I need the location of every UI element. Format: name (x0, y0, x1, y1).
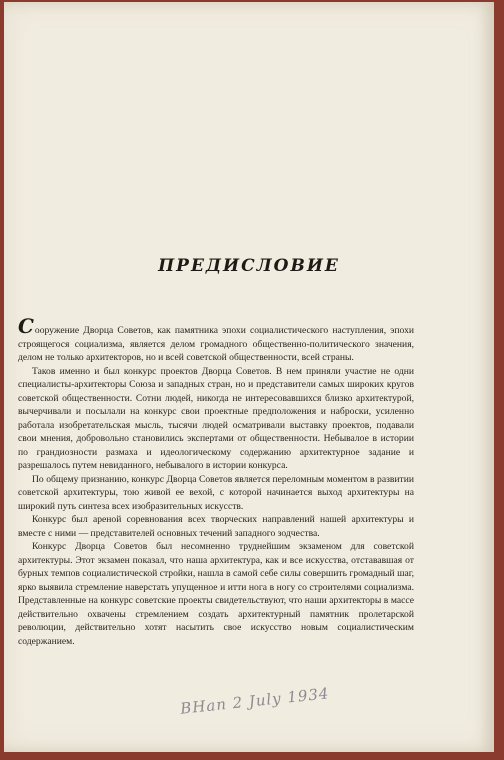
drop-cap: С (18, 314, 34, 338)
paragraph-5: Конкурс Дворца Советов был несомненно труднейшим экзаменом для советской архитектуры. Этот экзамен показал, что наша архитектура, как и все искусства, отстававшая от бурных темпов социалистической стройки, нашла в самой себе силы совершить громадный шаг, ярко выявила стремление наверстать упущенное и итти нога в ногу со строителями социализма. Представленные на конкурс советские проекты свидетельствуют, что наши архитекторы в массе действительно охвачены стремлением создать архитектурный памятник пролетарской революции, действительно хотят насытить свое искусство новым социалистическим содержанием. (18, 541, 414, 647)
preface-text (18, 314, 414, 648)
page-title: ПРЕДИСЛОВИЕ (158, 256, 340, 276)
handwritten-annotation: BHan 2 July 1934 (179, 684, 331, 718)
paragraph-1 (18, 314, 414, 365)
paragraph-1-text: ооружение Дворца Советов, как памятника эпохи социалистического наступления, эпохи строящегося социализма, является делом громадного общественно-политического значения, делом не только архитекторов, но и всей советской общественности, всей страны. (18, 325, 414, 363)
paragraph-4: Конкурс был ареной соревнования всех творческих направлений нашей архитектуры и вместе с ними — представителей основных течений западного зодчества. (18, 514, 414, 539)
book-page (4, 2, 494, 752)
paragraph-2: Таков именно и был конкурс проектов Дворца Советов. В нем приняли участие не одни специалисты-архитекторы Союза и западных стран, но и представители самых широких кругов советской общественности. Сотни людей, никогда не интересовавшихся близко архитектурой, вычерчивали и посылали на конкурс свои проектные предположения и наброски, усиленно работала изобретательская мысль, тысячи людей осматривали выставку проектов, подавали свои мнения, добровольно становились экспертами от общественности. Небывалое в истории по грандиозности размаха и идеологическому содержанию архитектурное задание и разрешалось путем невиданного, небывалого в истории конкурса. (18, 365, 414, 471)
paragraph-3: По общему признанию, конкурс Дворца Советов является переломным моментом в развитии советской архитектуры, тою живой ее вехой, с которой начинается выход архитектуры на широкий путь синтеза всех изобразительных искусств. (18, 473, 414, 512)
